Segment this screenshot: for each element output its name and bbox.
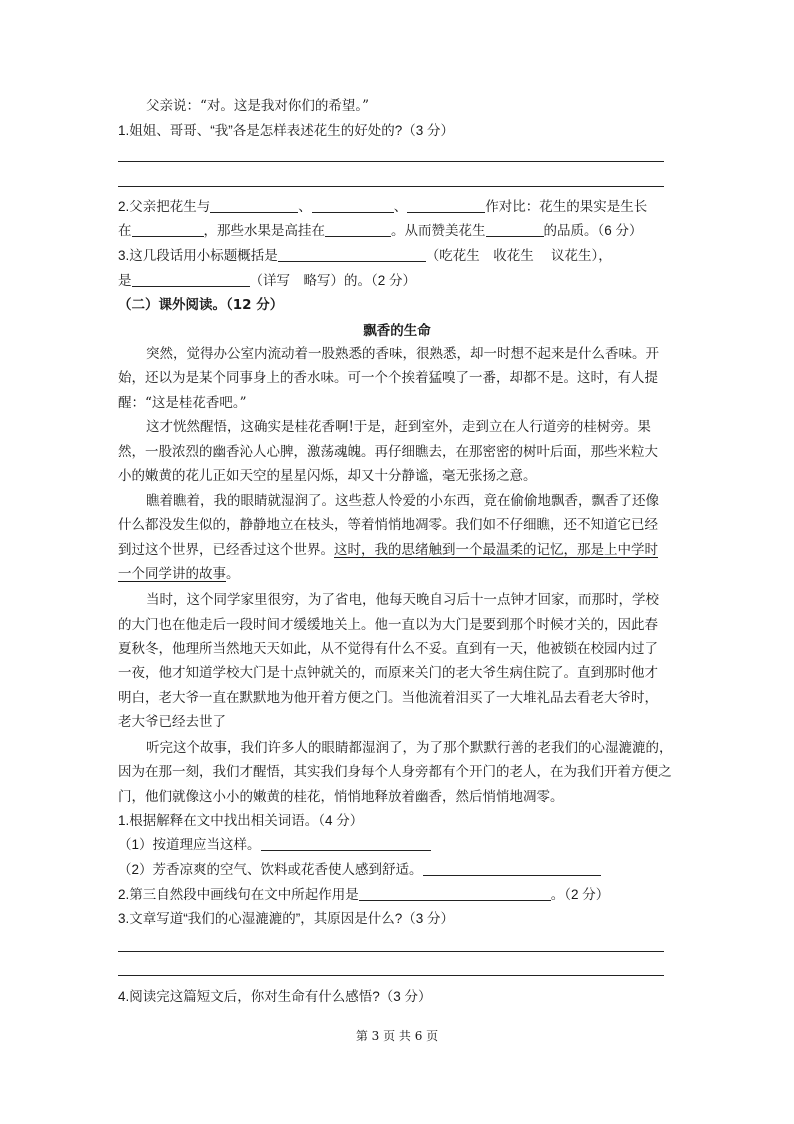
question-2-1-1 — [118, 834, 431, 856]
p4-line4: 一夜，他才知道学校大门是十点钟就关的，而原来关门的老大爷生病住院了。直到那时他才 — [118, 665, 658, 681]
question-1-3-line2 — [118, 270, 416, 292]
p3-line4-end: 。 — [226, 566, 240, 582]
question-1-1: 1.姐姐、哥哥、“我”各是怎样表述花生的好处的?（3 分） — [118, 123, 455, 138]
p5-line2: 因为在那一刻，我们才醒悟，其实我们身每个人身旁都有个开门的老人，在为我们开着方便之 — [118, 764, 672, 780]
q2-blank-3[interactable] — [407, 197, 485, 213]
question-2-2 — [118, 884, 609, 906]
q2-text-d: 作对比：花生的果实是生长 — [485, 199, 648, 214]
p3-underlined-sentence-a: 这时，我的思绪触到一个最温柔的记忆，那是上中学时 — [334, 542, 658, 558]
q2-text-h: 的品质。（6 分） — [543, 223, 643, 238]
answer-line-1-1a[interactable] — [118, 161, 664, 162]
p3-line2: 什么都没发生似的，静静地立在枝头，等着悄悄地凋零。我们如不仔细瞧，还不知道它已经 — [118, 517, 658, 533]
p3-line4 — [118, 563, 240, 585]
p4-line2: 的大门也在他走后一段时间才缓缓地关上。他一直以为大门是要到那个时候才关的，因此春 — [118, 617, 658, 633]
q2-text-g: 。从而赞美花生 — [391, 223, 486, 238]
p5-line1: 听完这个故事，我们许多人的眼睛都湿润了，为了那个默默行善的老我们的心湿漉漉的， — [146, 740, 673, 756]
question-1-3-line1 — [118, 245, 612, 267]
question-2-4: 4.阅读完这篇短文后，你对生命有什么感悟?（3 分） — [118, 989, 432, 1004]
q2-blank-4[interactable] — [132, 221, 204, 237]
q3-blank-2[interactable] — [132, 271, 250, 287]
passage-title: 飘香的生命 — [363, 323, 431, 339]
q2-1-1-blank[interactable] — [261, 835, 431, 851]
p2-line2: 然，一股浓烈的幽香沁人心脾，激荡魂魄。再仔细瞧去，在那密密的树叶后面，那些米粒大 — [118, 444, 658, 460]
p3-line3-plain: 到过这个世界，已经香过这个世界。 — [118, 542, 334, 558]
q2-2-text-b: 。（2 分） — [550, 887, 610, 902]
q2-blank-6[interactable] — [486, 221, 544, 237]
p4-line5: 明白，老大爷一直在默默地为他开着方便之门。当他流着泪买了一大堆礼品去看老大爷时， — [118, 690, 658, 706]
q2-text-b: 、 — [298, 199, 312, 214]
answer-line-2-3b[interactable] — [118, 975, 664, 976]
q2-1-2-text: （2）芳香凉爽的空气、饮料或花香使人感到舒适。 — [118, 862, 423, 877]
p1-line2: 始，还以为是某个同事身上的香水味。可一个个挨着猛嗅了一番，却都不是。这时，有人提 — [118, 370, 658, 386]
p1-line1: 突然，觉得办公室内流动着一股熟悉的香味，很熟悉，却一时想不起来是什么香味。开 — [146, 346, 659, 362]
question-1-2-line2 — [118, 220, 643, 242]
p3-line3 — [118, 539, 658, 561]
question-2-1-2 — [118, 859, 601, 881]
p5-line3: 门，他们就像这小小的嫩黄的桂花，悄悄地释放着幽香，然后悄悄地凋零。 — [118, 789, 564, 805]
q2-2-text-a: 2.第三自然段中画线句在文中所起作用是 — [118, 887, 359, 902]
p2-line1: 这才恍然醒悟，这确实是桂花香啊!于是，赶到室外，走到立在人行道旁的桂树旁。果 — [146, 419, 651, 435]
p4-line6: 老大爷已经去世了 — [118, 714, 226, 730]
q3-blank-1[interactable] — [278, 246, 426, 262]
p3-underlined-sentence-b: 一个同学讲的故事 — [118, 566, 226, 582]
q2-2-blank[interactable] — [359, 885, 551, 901]
answer-line-2-3a[interactable] — [118, 951, 664, 952]
q2-text-f: ，那些水果是高挂在 — [203, 223, 325, 238]
q2-text-a: 2.父亲把花生与 — [118, 199, 211, 214]
page-number: 第 3 页 共 6 页 — [355, 1029, 439, 1043]
p1-line3: 醒：“这是桂花香吧。” — [118, 395, 247, 411]
q2-blank-2[interactable] — [312, 197, 394, 213]
q3-text-a: 3.这几段话用小标题概括是 — [118, 248, 278, 263]
q3-text-c: 是 — [118, 273, 132, 288]
passage1-closing-line: 父亲说：“对。这是我对你们的希望。” — [146, 98, 370, 114]
question-2-1: 1.根据解释在文中找出相关词语。（4 分） — [118, 813, 364, 828]
q2-blank-5[interactable] — [325, 221, 391, 237]
question-1-2-line1 — [118, 196, 647, 218]
q3-text-d: （详写 略写）的。（2 分） — [249, 273, 417, 288]
q2-1-1-text: （1）按道理应当这样。 — [118, 837, 261, 852]
section-2-heading: （二）课外阅读。（12 分） — [118, 297, 284, 313]
answer-line-1-1b[interactable] — [118, 186, 664, 187]
p4-line1: 当时，这个同学家里很穷，为了省电，他每天晚自习后十一点钟才回家，而那时，学校 — [146, 592, 659, 608]
q2-blank-1[interactable] — [210, 197, 298, 213]
p4-line3: 夏秋冬，他理所当然地天天如此，从不觉得有什么不妥。直到有一天，他被锁在校园内过了 — [118, 641, 658, 657]
q2-text-c: 、 — [393, 199, 408, 214]
question-2-3: 3.文章写道“我们的心湿漉漉的”，其原因是什么?（3 分） — [118, 911, 455, 926]
q2-1-2-blank[interactable] — [423, 860, 601, 876]
q2-text-e: 在 — [118, 223, 132, 238]
p3-line1: 瞧着瞧着，我的眼睛就湿润了。这些惹人怜爱的小东西，竟在偷偷地飘香，飘香了还像 — [146, 493, 659, 509]
p2-line3: 小的嫩黄的花儿正如天空的星星闪烁，却又十分静谧，毫无张扬之意。 — [118, 468, 537, 484]
q3-text-b: （吃花生 收花生 议花生）， — [425, 248, 612, 263]
